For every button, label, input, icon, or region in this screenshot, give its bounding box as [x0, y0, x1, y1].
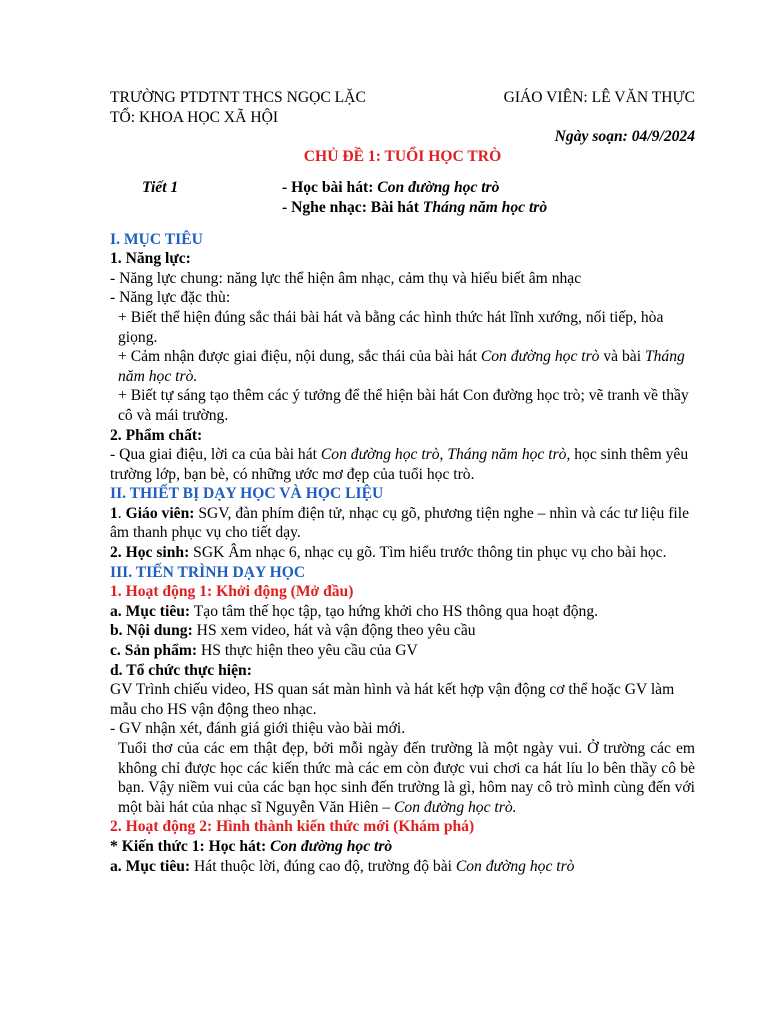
quality-text [110, 445, 695, 484]
lesson-item-2 [282, 198, 547, 218]
teacher-name: GIÁO VIÊN: LÊ VĂN THỰC [503, 89, 695, 106]
organization-step-2: - GV nhận xét, đánh giá giới thiệu vào bài mới. [110, 720, 406, 738]
section-3-heading: III. TIẾN TRÌNH DẠY HỌC [110, 563, 306, 581]
section-1-heading: I. MỤC TIÊU [110, 230, 203, 248]
student-materials-text: SGK Âm nhạc 6, nhạc cụ gõ. Tìm hiểu trước thông tin phục vụ cho bài học. [189, 544, 667, 562]
intro-song: Con đường học trò. [394, 798, 517, 816]
goal-label: a. Mục tiêu: [110, 602, 191, 620]
goal-text: Tạo tâm thế học tập, tạo hứng khởi cho HS thông qua hoạt động. [190, 602, 599, 620]
lesson-item-1-prefix: - Học bài hát: [282, 179, 378, 197]
school-name: TRƯỜNG PTDTNT THCS NGỌC LẶC [110, 89, 366, 106]
student-materials [110, 543, 695, 563]
quality-song-1: Con đường học trò [320, 446, 440, 464]
quality-c: , [439, 446, 448, 464]
teacher-materials-num: 1 [110, 504, 118, 522]
department: TỔ: KHOA HỌC XÃ HỘI [110, 108, 279, 126]
teacher-materials [110, 504, 695, 543]
lesson-item-1 [282, 178, 547, 198]
teacher-materials-label: Giáo viên: [125, 504, 195, 522]
lesson-items [282, 178, 547, 217]
knowledge-1-label: * Kiến thức 1: Học hát: [110, 837, 271, 855]
knowledge-1-song: Con đường học trò [270, 837, 393, 855]
intro-text: Tuổi thơ của các em thật đẹp, bởi mỗi ngày đến trường là một ngày vui. Ở trường các em không chỉ được học các kiến thức mà các em còn được vui chơi ca hát líu lo bên thầy cô bè bạn. Vậy niềm vui của các bạn học sinh đến trường là gì, hôm nay cô trò mình cùng đến với một bài hát của nhạc sĩ Nguyễn Văn Hiên – [118, 740, 695, 816]
knowledge-1-heading [110, 837, 695, 857]
activity-1-goal [110, 602, 695, 622]
specific-competence: - Năng lực đặc thù: [110, 289, 231, 307]
competence-item-1: + Biết thể hiện đúng sắc thái bài hát và bằng các hình thức hát lĩnh xướng, nối tiếp, hòa giọng. [118, 308, 664, 346]
organization-step-1: GV Trình chiếu video, HS quan sát màn hình và hát kết hợp vận động cơ thể hoặc GV làm mẫu cho HS vận động theo nhạc. [110, 681, 675, 718]
content-label: b. Nội dung: [110, 622, 193, 640]
quality-a: - Qua giai điệu, lời ca của bài hát [110, 446, 321, 464]
activity-2-heading: 2. Hoạt động 2: Hình thành kiến thức mới (Khám phá) [110, 818, 475, 836]
lesson-label: Tiết 1 [142, 179, 179, 197]
quality-song-2: Tháng năm học trò [447, 446, 567, 464]
competence-item-2-song: Con đường học trò [480, 348, 600, 366]
content-text: HS xem video, hát và vận động theo yêu cầu [192, 622, 476, 640]
knowledge-goal-text: Hát thuộc lời, đúng cao độ, trường độ bài [190, 857, 456, 875]
lesson-item-2-song: Tháng năm học trò [422, 198, 548, 216]
competence-item-2-song-2: Tháng năm học trò. [118, 348, 685, 385]
document-page [110, 88, 695, 876]
competence-item-3: + Biết tự sáng tạo thêm các ý tưởng để thể hiện bài hát Con đường học trò; vẽ tranh về thầy cô và mái trường. [118, 387, 689, 424]
quality-e: , học sinh thêm yêu trường lớp, bạn bè, có những ước mơ đẹp của tuổi học trò. [110, 446, 689, 483]
header-row [110, 88, 695, 108]
knowledge-goal-label: a. Mục tiêu: [110, 857, 191, 875]
lesson-block [110, 178, 695, 217]
product-text: HS thực hiện theo yêu cầu của GV [197, 642, 418, 660]
lesson-item-1-song: Con đường học trò [377, 179, 500, 197]
subheading-quality: 2. Phẩm chất: [110, 426, 203, 444]
intro-paragraph [110, 739, 695, 817]
activity-1-content [110, 621, 695, 641]
section-2-heading: II. THIẾT BỊ DẠY HỌC VÀ HỌC LIỆU [110, 485, 384, 503]
activity-1-heading: 1. Hoạt động 1: Khởi động (Mở đầu) [110, 583, 354, 601]
competence-item-2-c: và bài [599, 348, 645, 366]
knowledge-goal-song: Con đường học trò [455, 857, 575, 875]
competence-item-2 [110, 347, 695, 386]
subheading-competence: 1. Năng lực: [110, 250, 191, 268]
product-label: c. Sản phẩm: [110, 642, 198, 660]
knowledge-1-goal [110, 857, 695, 877]
prep-date: Ngày soạn: 04/9/2024 [554, 128, 695, 146]
student-materials-label: 2. Học sinh: [110, 544, 190, 562]
teacher-materials-text: SGV, đàn phím điện tử, nhạc cụ gõ, phương tiện nghe – nhìn và các tư liệu file âm thanh phục vụ cho tiết dạy. [110, 504, 689, 542]
activity-1-organization: d. Tổ chức thực hiện: [110, 661, 252, 679]
competence-item-2-a: + Cảm nhận được giai điệu, nội dung, sắc thái của bài hát [118, 348, 481, 366]
general-competence: - Năng lực chung: năng lực thể hiện âm nhạc, cảm thụ và hiểu biết âm nhạc [110, 269, 582, 287]
activity-1-product [110, 641, 695, 661]
topic-title: CHỦ ĐỀ 1: TUỔI HỌC TRÒ [303, 147, 502, 165]
teacher-materials-dot: . [117, 504, 126, 522]
lesson-item-2-prefix: - Nghe nhạc: Bài hát [282, 198, 423, 216]
